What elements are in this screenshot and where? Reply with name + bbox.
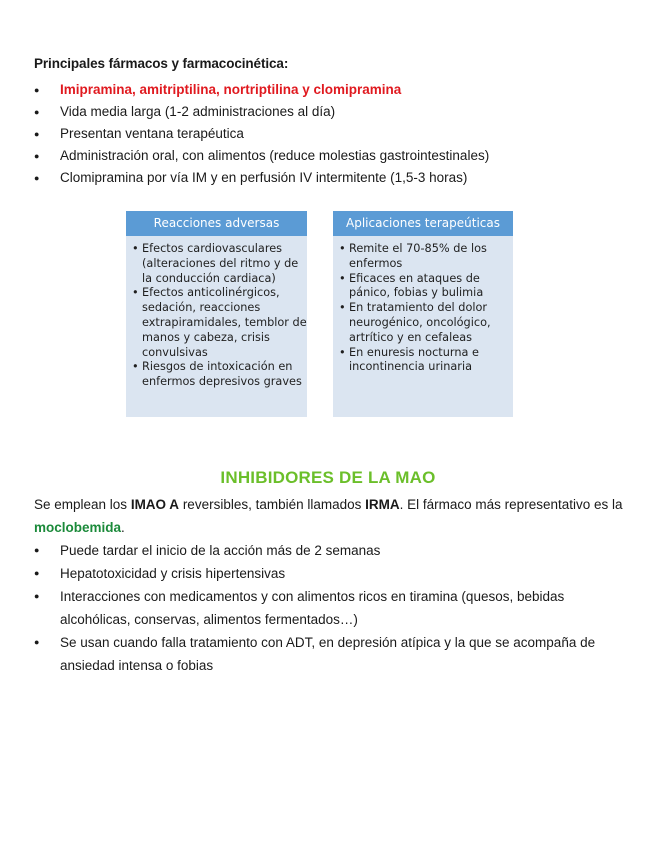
intro-text: Se emplean los xyxy=(34,497,131,512)
list-item: ● Presentan ventana terapéutica xyxy=(34,123,634,145)
list-item: ● Imipramina, amitriptilina, nortriptilina y clomipramina xyxy=(34,79,634,101)
drugs-list xyxy=(34,79,634,189)
section-heading: Principales fármacos y farmacocinética: xyxy=(34,56,289,71)
imao-list xyxy=(34,539,634,677)
irma-term: IRMA xyxy=(365,497,400,512)
list-item: • Efectos anticolinérgicos, sedación, reacciones extrapiramidales, temblor de manos y cabeza, crisis convulsivas xyxy=(132,286,307,360)
therapeutic-applications-title: Aplicaciones terapeúticas xyxy=(333,211,513,236)
list-item: ● Administración oral, con alimentos (reduce molestias gastrointestinales) xyxy=(34,145,634,167)
intro-text: reversibles, también llamados xyxy=(179,497,366,512)
drug-name: moclobemida xyxy=(34,520,122,535)
imao-a-term: IMAO A xyxy=(130,497,180,512)
list-item: ● Vida media larga (1-2 administraciones al día) xyxy=(34,101,634,123)
section-title: INHIBIDORES DE LA MAO xyxy=(220,468,436,487)
intro-paragraph xyxy=(34,493,624,539)
adverse-reactions-box xyxy=(126,211,307,417)
list-item: • Eficaces en ataques de pánico, fobias y bulimia xyxy=(339,272,513,302)
adverse-reactions-title: Reacciones adversas xyxy=(126,211,307,236)
list-item: • Remite el 70-85% de los enfermos xyxy=(339,242,513,272)
list-item: ● Hepatotoxicidad y crisis hipertensivas xyxy=(34,562,634,585)
therapeutic-applications-list xyxy=(333,236,513,375)
adverse-reactions-list xyxy=(126,236,307,390)
list-item: • Riesgos de intoxicación en enfermos depresivos graves xyxy=(132,360,307,390)
list-item: ● Clomipramina por vía IM y en perfusión IV intermitente (1,5-3 horas) xyxy=(34,167,634,189)
intro-text: . El fármaco más representativo es la xyxy=(399,497,623,512)
list-item: ● Puede tardar el inicio de la acción más de 2 semanas xyxy=(34,539,634,562)
therapeutic-applications-box xyxy=(333,211,513,417)
list-item: • En tratamiento del dolor neurogénico, oncológico, artrítico y en cefaleas xyxy=(339,301,513,345)
intro-text: . xyxy=(121,520,125,535)
list-item: ● Interacciones con medicamentos y con alimentos ricos en tiramina (quesos, bebidas alcohólicas, conservas, alimentos fermentados…) xyxy=(34,585,634,631)
list-item: • Efectos cardiovasculares (alteraciones del ritmo y de la conducción cardiaca) xyxy=(132,242,307,286)
list-item: ● Se usan cuando falla tratamiento con ADT, en depresión atípica y la que se acompaña de ansiedad intensa o fobias xyxy=(34,631,634,677)
list-item: • En enuresis nocturna e incontinencia urinaria xyxy=(339,346,513,376)
